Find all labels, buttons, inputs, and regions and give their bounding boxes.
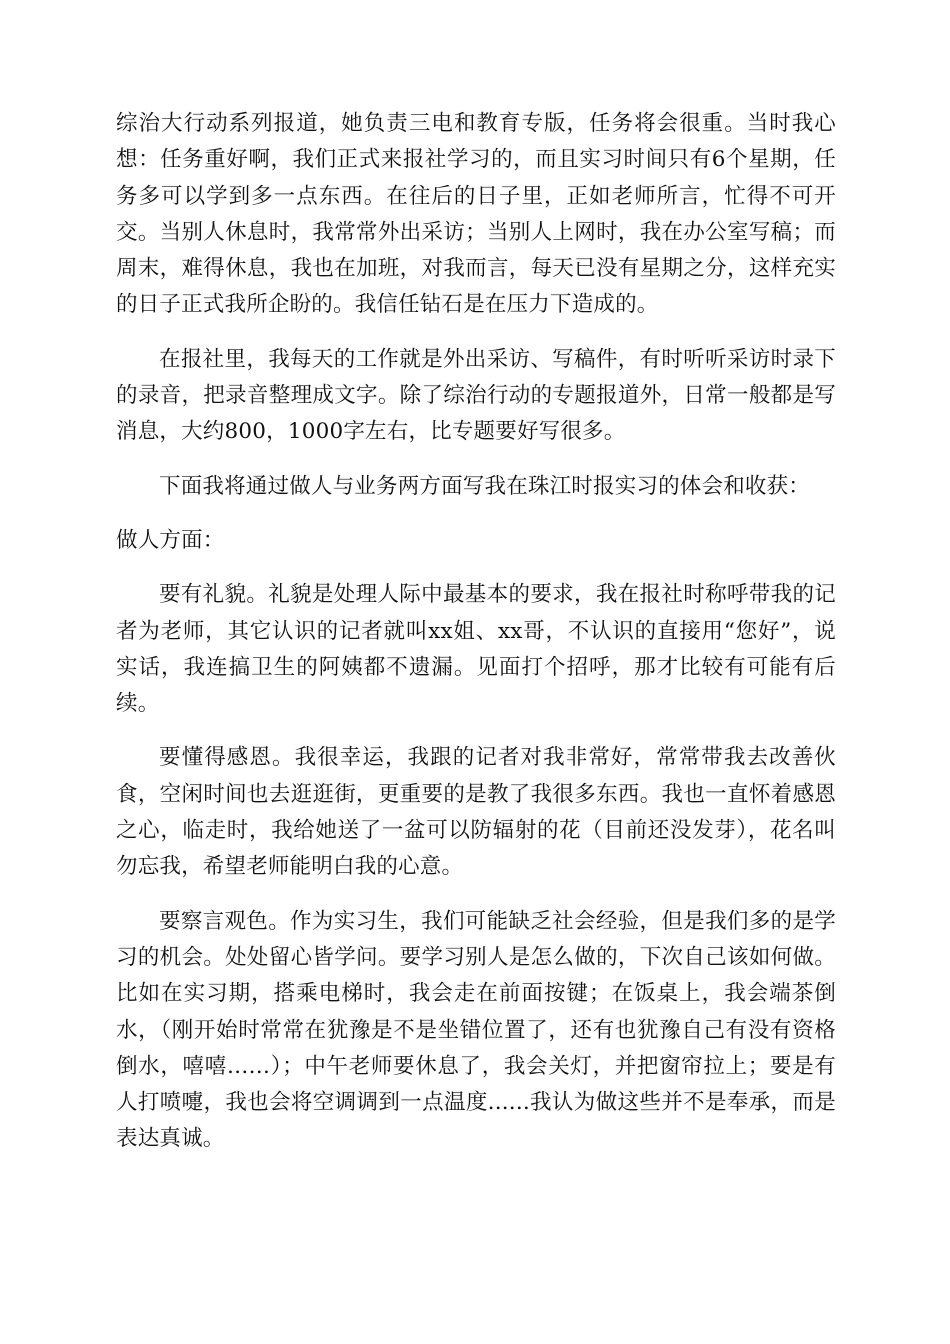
paragraph-2: 在报社里，我每天的工作就是外出采访、写稿件，有时听听采访时录下的录音，把录音整理成文字。除了综治行动的专题报道外，日常一般都是写消息，大约800，1000字左右，比专题要好写很多。 [116,346,836,445]
paragraph-5: 要有礼貌。礼貌是处理人际中最基本的要求，我在报社时称呼带我的记者为老师，其它认识的记者就叫xx姐、xx哥，不认识的直接用“您好”，说实话，我连搞卫生的阿姨都不遗漏。见面打个招呼，那才比较有可能有后续。 [116,582,836,717]
paragraph-3: 下面我将通过做人与业务两方面写我在珠江时报实习的体会和收获： [159,473,811,499]
section-heading-personal: 做人方面： [116,527,225,553]
paragraph-6: 要懂得感恩。我很幸运，我跟的记者对我非常好，常常带我去改善伙食，空闲时间也去逛逛街，更重要的是教了我很多东西。我也一直怀着感恩之心，临走时，我给她送了一盆可以防辐射的花（目前还没发芽），花名叫勿忘我，希望老师能明白我的心意。 [116,745,836,880]
document-page [116,106,836,1176]
paragraph-7: 要察言观色。作为实习生，我们可能缺乏社会经验，但是我们多的是学习的机会。处处留心皆学问。要学习别人是怎么做的，下次自己该如何做。比如在实习期，搭乘电梯时，我会走在前面按键；在饭桌上，我会端茶倒水，（刚开始时常常在犹豫是不是坐错位置了，还有也犹豫自己有没有资格倒水，嘻嘻……）；中午老师要休息了，我会关灯，并把窗帘拉上；要是有人打喷嚏，我也会将空调调到一点温度......我认为做这些并不是奉承，而是表达真诚。 [116,908,836,1152]
paragraph-1: 综治大行动系列报道，她负责三电和教育专版，任务将会很重。当时我心想：任务重好啊，我们正式来报社学习的，而且实习时间只有6个星期，任务多可以学到多一点东西。在往后的日子里，正如老师所言，忙得不可开交。当别人休息时，我常常外出采访；当别人上网时，我在办公室写稿；而周末，难得休息，我也在加班，对我而言，每天已没有星期之分，这样充实的日子正式我所企盼的。我信任钻石是在压力下造成的。 [116,111,836,318]
